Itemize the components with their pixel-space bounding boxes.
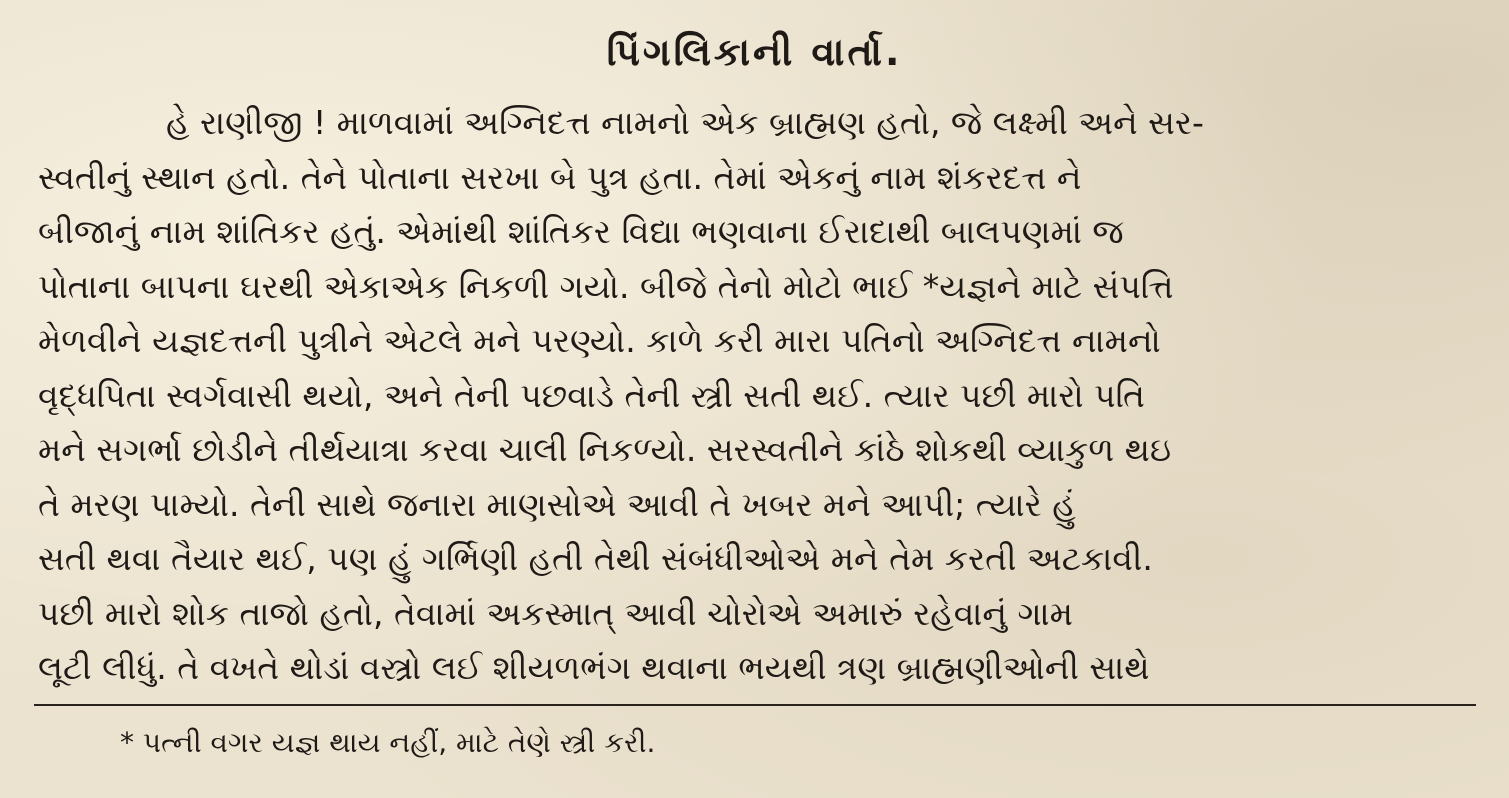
text-line-2: સ્વતીનું સ્થાન હતો. તેને પોતાના સરખા બે પુત્ર હતા. તેમાં એકનું નામ શંકરદત્ત ને [38, 157, 1082, 197]
text-line-3: બીજાનું નામ શાંતિકર હતું. એમાંથી શાંતિકર વિદ્યા ભણવાના ઈરાદાથી બાલપણમાં જ [38, 212, 1124, 251]
text-line-8: તે મરણ પામ્યો. તેની સાથે જનારા માણસોએ આવી તે ખબર મને આપી; ત્યારે હું [38, 484, 1076, 524]
text-line-1: હે રાણીજી ! માળવામાં અગ્નિદત્ત નામનો એક બ્રાહ્મણ હતો, જે લક્ષ્મી અને સર- [166, 103, 1204, 142]
footnote-divider [34, 704, 1476, 706]
text-line-9: સતી થવા તૈયાર થઈ, પણ હું ગર્ભિણી હતી તેથી સંબંધીઓએ મને તેમ કરતી અટકાવી. [38, 539, 1153, 578]
text-line-11: લૂટી લીધું. તે વખતે થોડાં વસ્ત્રો લઈ શીયળભંગ થવાના ભયથી ત્રણ બ્રાહ્મણીઓની સાથે [38, 648, 1150, 687]
text-line-5: મેળવીને યજ્ઞદત્તની પુત્રીને એટલે મને પરણ્યો. કાળે કરી મારા પતિનો અગ્નિદત્ત નામનો [38, 321, 1161, 360]
text-line-10: પછી મારો શોક તાજો હતો, તેવામાં અકસ્માત્ આવી ચોરોએ અમારું રહેવાનું ગામ [38, 593, 1073, 633]
text-line-4: પોતાના બાપના ઘરથી એકાએક નિકળી ગયો. બીજે તેનો મોટો ભાઈ *યજ્ઞને માટે સંપત્તિ [38, 266, 1174, 306]
text-line-6: વૃદ્ધપિતા સ્વર્ગવાસી થયો, અને તેની પછવાડે તેની સ્ત્રી સતી થઈ. ત્યાર પછી મારો પતિ [38, 375, 1145, 415]
story-body [38, 96, 1478, 696]
text-line-7: મને સગર્ભા છોડીને તીર્થયાત્રા કરવા ચાલી નિકળ્યો. સરસ્વતીને કાંઠે શોકથી વ્યાકુળ થઇ [38, 430, 1172, 469]
footnote: * પત્ની વગર યજ્ઞ થાય નહીં, માટે તેણે સ્ત્રી કરી. [120, 726, 656, 759]
story-title: પિંગલિકાની વાર્તા. [606, 30, 903, 74]
